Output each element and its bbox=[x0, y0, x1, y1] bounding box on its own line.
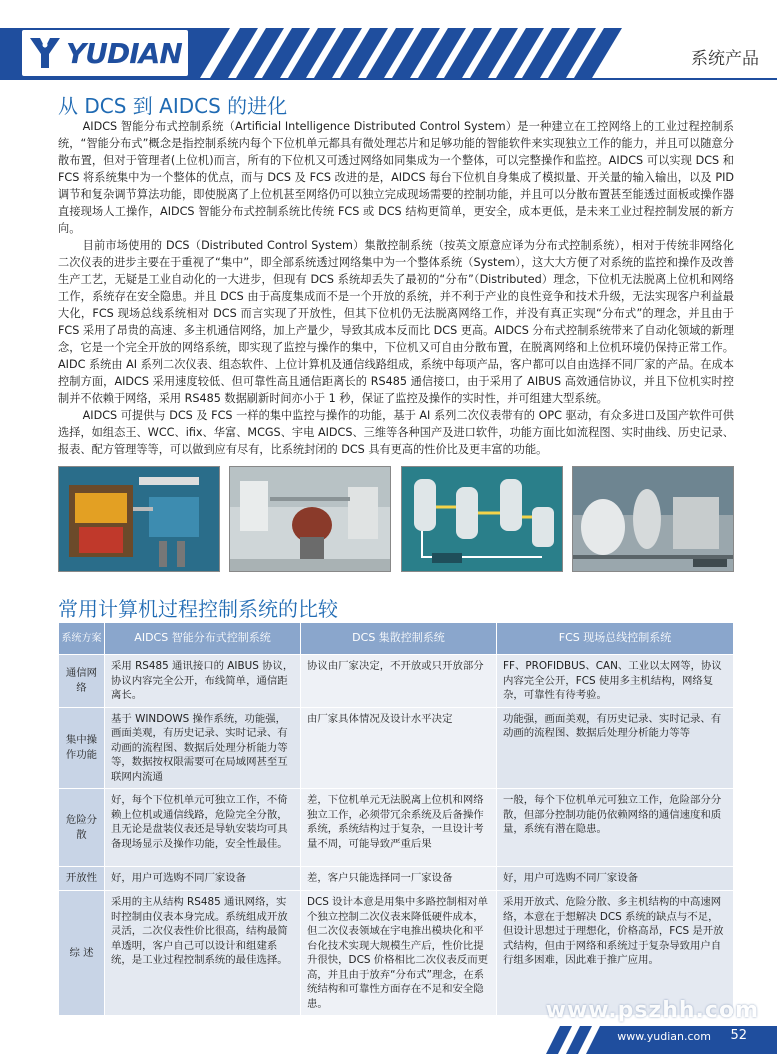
cell-dcs: 协议由厂家决定，不开放或只开放部分 bbox=[301, 655, 497, 708]
cell-aidcs: 采用 RS485 通讯接口的 AIBUS 协议，协议内容完全公开，布线简单，通信距离长。 bbox=[105, 655, 301, 708]
cell-fcs: 好，用户可选购不同厂家设备 bbox=[497, 867, 734, 891]
intro-paragraph-2: 目前市场使用的 DCS（Distributed Control System）集散控制系统（按英文原意应译为分布式控制系统），相对于传统非网络化二次仪表的进步主要在于重视了“集中”，即全部系统透过网络集中为一个整体系统（System），这大大方便了对系统的监控和操作及改善生产工艺，无疑是工业自动化的一大进步，但现有 DCS 系统却丢失了最初的“分布”（Distributed）理念，下位机无法脱离上位机和网络工作，系统存在安全隐患。并且 DCS 由于高度集成而不是一个开放的系统，并不利于产业的良性竞争和技术升级，无法实现客户利益最大化，FCS 现场总线系统相对 DCS 而言实现了开放性，但其下位机仍无法脱离网络工作，并没有真正实现“分布式”的理念，并且由于 FCS 采用了昂贵的高速、多主机通信网络，加上产量少，导致其成本反而比 DCS 更高。AIDCS 分布式控制系统带来了自动化领域的新理念，它是一个完全开放的网络系统，即实现了监控与操作的集中，下位机又可自由分散布置，在脱离网络和上位机环境仍保持正常工作。AIDC 系统由 AI 系列二次仪表、组态软件、上位计算机及通信线路组成，系统中每项产品，客户都可以自由选择不同厂家的产品。在成本控制方面，AIDCS 采用速度较低、但可靠性高且通信距离长的 RS485 通信接口，由于采用了 AIBUS 高效通信协议，并且下位机实时控制并不依赖于网络，采用 RS485 数据刷新时间亦小于 1 秒，保证了监控及操作的实时性，并可组建大型系统。 bbox=[58, 239, 734, 405]
row-label-risk: 危险分散 bbox=[59, 789, 105, 867]
scada-screenshots-row bbox=[58, 466, 734, 572]
cell-aidcs: 基于 WINDOWS 操作系统，功能强，画面美观，有历史记录、实时记录、有动画的流程图、数据后处理分析能力等等，数据按权限需要可在局域网甚至互联网内流通 bbox=[105, 707, 301, 789]
row-label-operation: 集中操作功能 bbox=[59, 707, 105, 789]
table-row bbox=[59, 891, 734, 1016]
process-flow-scada-screenshot bbox=[401, 466, 563, 572]
cell-dcs: 由厂家具体情况及设计水平决定 bbox=[301, 707, 497, 789]
cell-dcs: 差，下位机单元无法脱离上位机和网络独立工作，必须带冗余系统及后备操作系统，系统结构过于复杂，一旦设计考量不周，可能导致严重后果 bbox=[301, 789, 497, 867]
plant-3d-scada-screenshot bbox=[229, 466, 391, 572]
intro-paragraph-3: AIDCS 可提供与 DCS 及 FCS 一样的集中监控与操作的功能，基于 AI 系列二次仪表带有的 OPC 驱动，有众多进口及国产软件可供选择，如组态王、WCC、ifix、华富、MCGS、宇电 AIDCS、三维等各种国产及进口软件，功能方面比如流程图、实时曲线、历史记录、报表、配方管理等等，可以做到应有尽有，比系统封闭的 DCS 具有更高的性价比及更丰富的功能。 bbox=[58, 409, 734, 456]
header-scheme: 系统方案 bbox=[59, 623, 105, 655]
cell-dcs: DCS 设计本意是用集中多路控制相对单个独立控制二次仪表来降低硬件成本，但二次仪表领域在宇电推出模块化和平台化技术实现大规模生产后，性价比提升很快，DCS 价格相比二次仪表反而更高，并且由于放弃“分布式”理念，在系统结构和可靠性方面存在不足和安全隐患。 bbox=[301, 891, 497, 1016]
logo-text: YUDIAN bbox=[66, 36, 182, 70]
intro-paragraph-1: AIDCS 智能分布式控制系统（Artificial Intelligence Distributed Control System）是一种建立在工控网络上的工业过程控制系统，“智能分布式”概念是指控制系统内每个下位机单元都具有微处理芯片和足够功能的智能软件来实现独立工作的能力，并且可以随意分散布置，但对于管理者(上位机)而言，所有的下位机又可透过网络如同集成为一个整体，可以完整操作和监控。AIDCS 可以实现 DCS 和 FCS 将系统集中为一个整体的优点，而与 DCS 及 FCS 改进的是，AIDCS 每台下位机自身集成了模拟量、开关量的输入输出，以及 PID 调节和复杂调节算法功能，即使脱离了上位机甚至网络仍可以独立完成现场需要的控制功能，并且可以分散布置甚至能透过面板或操作器直接现场人工操作，AIDCS 智能分布式控制系统比传统 FCS 或 DCS 结构更简单，更安全，成本更低，是未来工业过程控制发展的新方向。 bbox=[58, 120, 734, 235]
table-row bbox=[59, 789, 734, 867]
page-number: 52 bbox=[730, 1028, 747, 1043]
row-label-openness: 开放性 bbox=[59, 867, 105, 891]
footer-url: www.yudian.com bbox=[617, 1030, 711, 1043]
header-dcs: DCS 集散控制系统 bbox=[301, 623, 497, 655]
cell-fcs: 一般，每个下位机单元可独立工作，危险部分分散，但部分控制功能仍依赖网络的通信速度和质量，系统有潜在隐患。 bbox=[497, 789, 734, 867]
section-title-comparison: 常用计算机过程控制系统的比较 bbox=[58, 597, 338, 621]
table-row bbox=[59, 867, 734, 891]
cell-dcs: 差，客户只能选择同一厂家设备 bbox=[301, 867, 497, 891]
watermark-text: www.pszhh.com bbox=[545, 998, 759, 1023]
tank-farm-scada-screenshot bbox=[572, 466, 734, 572]
header-aidcs: AIDCS 智能分布式控制系统 bbox=[105, 623, 301, 655]
table-row bbox=[59, 707, 734, 789]
intro-text bbox=[58, 118, 734, 458]
table-header-row bbox=[59, 623, 734, 655]
cell-aidcs: 采用的主从结构 RS485 通讯网络，实时控制由仪表本身完成。系统组成开放灵活，二次仪表性价比很高，结构最简单透明，客户自己可以设计和组建系统，是工业过程控制系统的最佳选择。 bbox=[105, 891, 301, 1016]
cell-aidcs: 好，用户可选购不同厂家设备 bbox=[105, 867, 301, 891]
table-row bbox=[59, 655, 734, 708]
header-fcs: FCS 现场总线控制系统 bbox=[497, 623, 734, 655]
yudian-logo bbox=[22, 30, 188, 76]
yudian-logo-mark-icon bbox=[28, 36, 62, 70]
cell-aidcs: 好，每个下位机单元可独立工作，不倚赖上位机或通信线路，危险完全分散，且无论是盘装仪表还是导轨安装均可具备现场显示及操作功能，安全性最佳。 bbox=[105, 789, 301, 867]
cell-fcs: FF、PROFIDBUS、CAN、工业以太网等，协议内容完全公开，FCS 使用多主机结构，网络复杂，可靠性有待考验。 bbox=[497, 655, 734, 708]
cell-fcs: 采用开放式、危险分散、多主机结构的中高速网络，本意在于想解决 DCS 系统的缺点与不足，但设计思想过于理想化，价格高昂，FCS 是开放式结构，但由于网络和系统过于复杂导致用户自行组多困难，因此难于推广应用。 bbox=[497, 891, 734, 1016]
row-label-summary: 综 述 bbox=[59, 891, 105, 1016]
section-label: 系统产品 bbox=[691, 49, 759, 69]
row-label-network: 通信网络 bbox=[59, 655, 105, 708]
comparison-table bbox=[58, 622, 734, 1016]
header-divider bbox=[0, 78, 777, 80]
page-header bbox=[0, 0, 777, 80]
section-title-evolution: 从 DCS 到 AIDCS 的进化 bbox=[58, 94, 288, 118]
cell-fcs: 功能强，画面美观，有历史记录、实时记录、有动画的流程图、数据后处理分析能力等等 bbox=[497, 707, 734, 789]
boiler-scada-screenshot bbox=[58, 466, 220, 572]
